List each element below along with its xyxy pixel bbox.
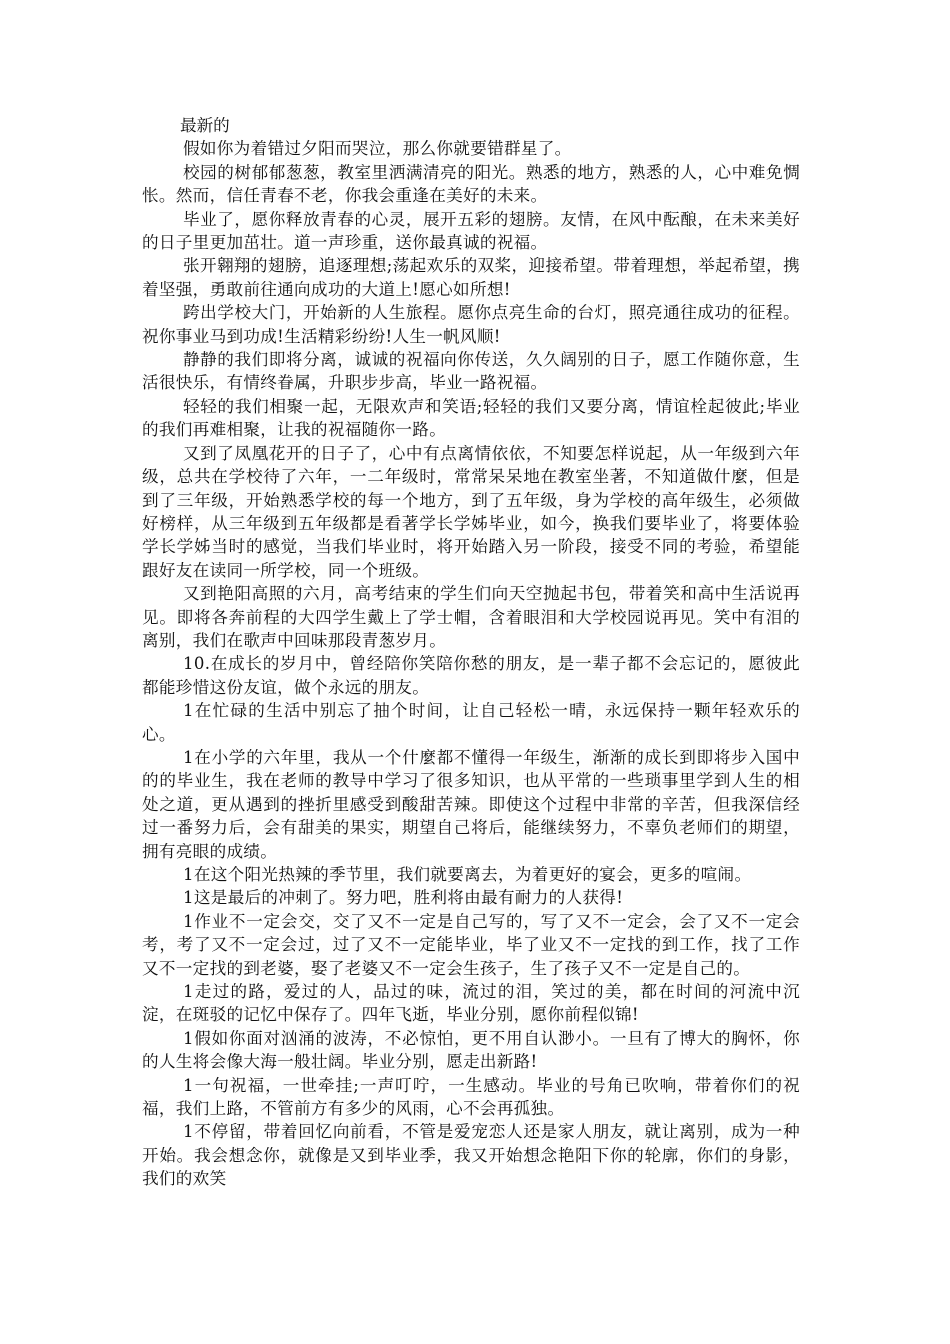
document-title: 最新的 [180, 116, 230, 135]
paragraph: 1在小学的六年里，我从一个什麼都不懂得一年级生，渐渐的成长到即将步入国中的的毕业生，我在老师的教导中学习了很多知识，也从平常的一些琐事里学到人生的相处之道，更从遇到的挫折里感受到酸甜苦辣。即使这个过程中非常的辛苦，但我深信经过一番努力后，会有甜美的果实，期望自己将后，能继续努力，不辜负老师们的期望，拥有亮眼的成绩。 [142, 747, 800, 861]
paragraph: 1一句祝福，一世牵挂;一声叮咛，一生感动。毕业的号角已吹响，带着你们的祝福，我们上路，不管前方有多少的风雨，心不会再孤独。 [142, 1075, 800, 1119]
paragraph: 1假如你面对汹涌的波涛，不必惊怕，更不用自认渺小。一旦有了博大的胸怀，你的人生将会像大海一般壮阔。毕业分别，愿走出新路! [142, 1028, 800, 1072]
paragraph: 静静的我们即将分离，诚诚的祝福向你传送，久久阔别的日子，愿工作随你意，生活很快乐，有情终眷属，升职步步高，毕业一路祝福。 [142, 350, 800, 393]
paragraph: 张开翱翔的翅膀，追逐理想;荡起欢乐的双桨，迎接希望。带着理想，举起希望，携着坚强，勇敢前往通向成功的大道上!愿心如所想! [142, 256, 800, 299]
paragraph: 又到了凤凰花开的日子了，心中有点离情依依，不知要怎样说起，从一年级到六年级，总共在学校待了六年，一二年级时，常常呆呆地在教室坐著，不知道做什麼，但是到了三年级，开始熟悉学校的每一个地方，到了五年级，身为学校的高年级生，必须做好榜样，从三年级到五年级都是看著学长学姊毕业，如今，换我们要毕业了，将要体验学长学姊当时的感觉，当我们毕业时，将开始踏入另一阶段，接受不同的考验，希望能跟好友在读同一所学校，同一个班级。 [142, 443, 800, 580]
paragraph: 又到艳阳高照的六月，高考结束的学生们向天空抛起书包，带着笑和高中生活说再见。即将各奔前程的大四学生戴上了学士帽，含着眼泪和大学校园说再见。笑中有泪的离别，我们在歌声中回味那段青葱岁月。 [142, 584, 800, 650]
paragraph: 毕业了，愿你释放青春的心灵，展开五彩的翅膀。友情，在风中酝酿，在未来美好的日子里更加茁壮。道一声珍重，送你最真诚的祝福。 [142, 209, 800, 253]
paragraph: 校园的树郁郁葱葱，教室里洒满清亮的阳光。熟悉的地方，熟悉的人，心中难免惆怅。然而，信任青春不老，你我会重逢在美好的未来。 [142, 162, 800, 206]
paragraph: 假如你为着错过夕阳而哭泣，那么你就要错群星了。 [183, 139, 572, 159]
paragraph: 1在这个阳光热辣的季节里，我们就要离去，为着更好的宴会，更多的喧闹。 [183, 865, 752, 884]
document-page [142, 114, 800, 1191]
paragraph: 1在忙碌的生活中别忘了抽个时间，让自己轻松一晴，永远保持一颗年轻欢乐的心。 [142, 701, 800, 744]
paragraph: 轻轻的我们相聚一起，无限欢声和笑语;轻轻的我们又要分离，情谊栓起彼此;毕业的我们再难相聚，让我的祝福随你一路。 [142, 396, 800, 440]
paragraph: 1这是最后的冲刺了。努力吧，胜利将由最有耐力的人获得! [183, 888, 624, 908]
paragraph: 1走过的路，爱过的人，品过的味，流过的泪，笑过的美，都在时间的河流中沉淀，在斑驳的记忆中保存了。四年飞逝，毕业分别，愿你前程似锦! [142, 982, 800, 1025]
paragraph: 10.在成长的岁月中，曾经陪你笑陪你愁的朋友，是一辈子都不会忘记的，愿彼此都能珍惜这份友谊，做个永远的朋友。 [142, 654, 800, 697]
paragraph-list [142, 137, 800, 1190]
paragraph: 跨出学校大门，开始新的人生旅程。愿你点亮生命的台灯，照亮通往成功的征程。祝你事业马到功成!生活精彩纷纷!人生一帆风顺! [142, 303, 800, 346]
paragraph: 1作业不一定会交，交了又不一定是自己写的，写了又不一定会，会了又不一定会考，考了又不一定会过，过了又不一定能毕业，毕了业又不一定找的到工作，找了工作又不一定找的到老婆，娶了老婆又不一定会生孩子，生了孩子又不一定是自己的。 [142, 911, 800, 978]
paragraph: 1不停留，带着回忆向前看，不管是爱宠恋人还是家人朋友，就让离别，成为一种开始。我会想念你，就像是又到毕业季，我又开始想念艳阳下你的轮廓，你们的身影，我们的欢笑 [142, 1122, 800, 1189]
